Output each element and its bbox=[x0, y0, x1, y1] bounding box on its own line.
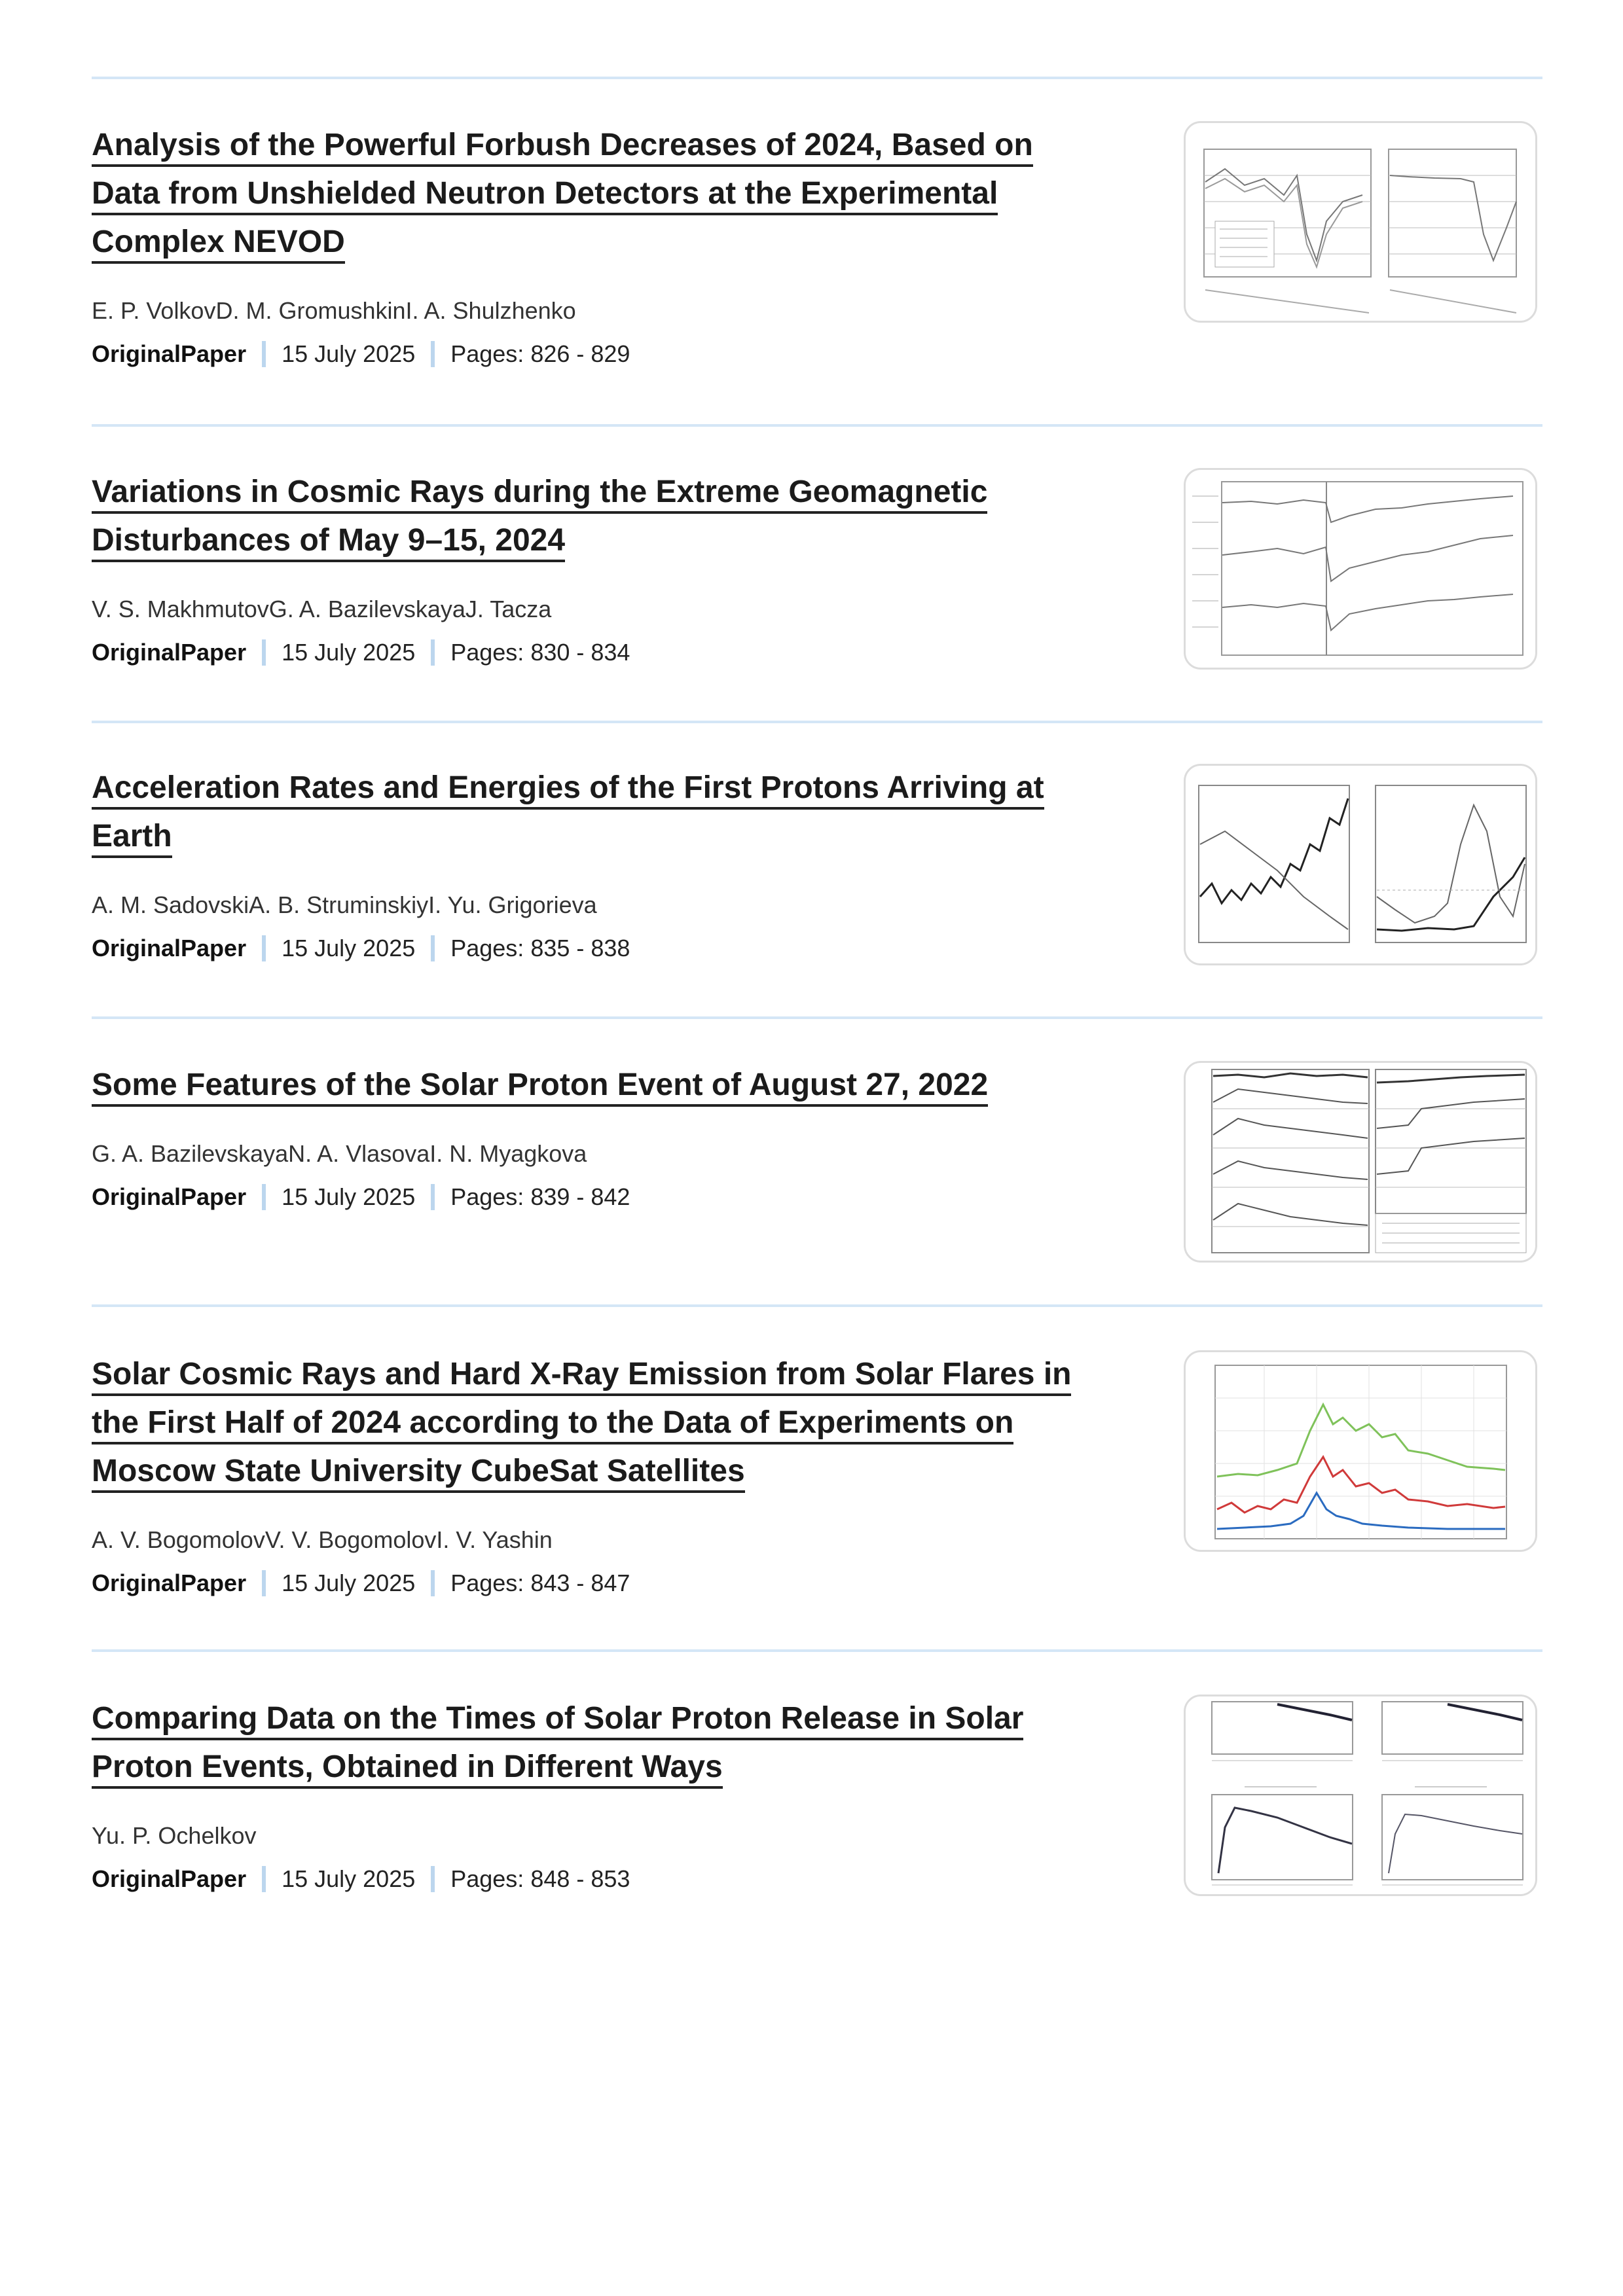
article-date: 15 July 2025 bbox=[282, 1570, 416, 1596]
article-pages: Pages: 839 - 842 bbox=[450, 1183, 630, 1210]
article-type: OriginalPaper bbox=[92, 935, 247, 961]
article-pages: Pages: 848 - 853 bbox=[450, 1865, 630, 1892]
article-type: OriginalPaper bbox=[92, 1183, 247, 1210]
divider bbox=[92, 424, 1542, 427]
meta-separator bbox=[431, 341, 435, 367]
article-figure-thumbnail[interactable] bbox=[1184, 1350, 1537, 1552]
article-figure-thumbnail[interactable] bbox=[1184, 1695, 1537, 1896]
divider bbox=[92, 1304, 1542, 1307]
article-meta bbox=[92, 1570, 1139, 1596]
article-date: 15 July 2025 bbox=[282, 935, 416, 961]
meta-separator bbox=[262, 341, 266, 367]
article-date: 15 July 2025 bbox=[282, 1183, 416, 1210]
divider bbox=[92, 1649, 1542, 1652]
article-title-link[interactable]: Some Features of the Solar Proton Event of August 27, 2022 bbox=[92, 1061, 1139, 1109]
article-title-link[interactable]: Acceleration Rates and Energies of the First Protons Arriving at Earth bbox=[92, 764, 1139, 861]
meta-separator bbox=[262, 639, 266, 666]
article-date: 15 July 2025 bbox=[282, 340, 416, 367]
meta-separator bbox=[431, 1570, 435, 1596]
article-pages: Pages: 843 - 847 bbox=[450, 1570, 630, 1596]
divider bbox=[92, 721, 1542, 723]
article-title-link[interactable]: Variations in Cosmic Rays during the Extreme Geomagnetic Disturbances of May 9–15, 2024 bbox=[92, 468, 1139, 565]
article-figure-thumbnail[interactable] bbox=[1184, 764, 1537, 965]
article-meta bbox=[92, 935, 1139, 961]
article-authors: Yu. P. Ochelkov bbox=[92, 1822, 257, 1849]
meta-separator bbox=[262, 1866, 266, 1892]
article-type: OriginalPaper bbox=[92, 639, 247, 666]
article-pages: Pages: 826 - 829 bbox=[450, 340, 630, 367]
article-authors: V. S. MakhmutovG. A. BazilevskayaJ. Tacza bbox=[92, 596, 552, 622]
meta-separator bbox=[262, 1184, 266, 1210]
article-meta bbox=[92, 639, 1139, 666]
meta-separator bbox=[262, 1570, 266, 1596]
divider bbox=[92, 77, 1542, 79]
article-meta bbox=[92, 1866, 1139, 1892]
article-figure-thumbnail[interactable] bbox=[1184, 1061, 1537, 1263]
article-authors: A. V. BogomolovV. V. BogomolovI. V. Yashin bbox=[92, 1526, 553, 1553]
article-meta bbox=[92, 341, 1139, 367]
meta-separator bbox=[431, 1866, 435, 1892]
article-authors: E. P. VolkovD. M. GromushkinI. A. Shulzhenko bbox=[92, 297, 576, 324]
article-date: 15 July 2025 bbox=[282, 639, 416, 666]
article-type: OriginalPaper bbox=[92, 1865, 247, 1892]
article-title-link[interactable]: Solar Cosmic Rays and Hard X-Ray Emission from Solar Flares in the First Half of 2024 according to the Data of Experiments on Moscow State University CubeSat Satellites bbox=[92, 1350, 1139, 1496]
article-date: 15 July 2025 bbox=[282, 1865, 416, 1892]
meta-separator bbox=[431, 639, 435, 666]
article-authors: G. A. BazilevskayaN. A. VlasovaI. N. Myagkova bbox=[92, 1140, 587, 1167]
article-authors: A. M. SadovskiA. B. StruminskiyI. Yu. Grigorieva bbox=[92, 891, 597, 918]
article-pages: Pages: 835 - 838 bbox=[450, 935, 630, 961]
article-meta bbox=[92, 1184, 1139, 1210]
article-figure-thumbnail[interactable] bbox=[1184, 468, 1537, 670]
article-type: OriginalPaper bbox=[92, 340, 247, 367]
article-title-link[interactable]: Comparing Data on the Times of Solar Proton Release in Solar Proton Events, Obtained in Different Ways bbox=[92, 1695, 1139, 1791]
article-pages: Pages: 830 - 834 bbox=[450, 639, 630, 666]
meta-separator bbox=[262, 935, 266, 961]
meta-separator bbox=[431, 935, 435, 961]
article-title-link[interactable]: Analysis of the Powerful Forbush Decreases of 2024, Based on Data from Unshielded Neutron Detectors at the Experimental Complex NEVOD bbox=[92, 121, 1139, 266]
article-figure-thumbnail[interactable] bbox=[1184, 121, 1537, 323]
divider bbox=[92, 1016, 1542, 1019]
article-type: OriginalPaper bbox=[92, 1570, 247, 1596]
meta-separator bbox=[431, 1184, 435, 1210]
